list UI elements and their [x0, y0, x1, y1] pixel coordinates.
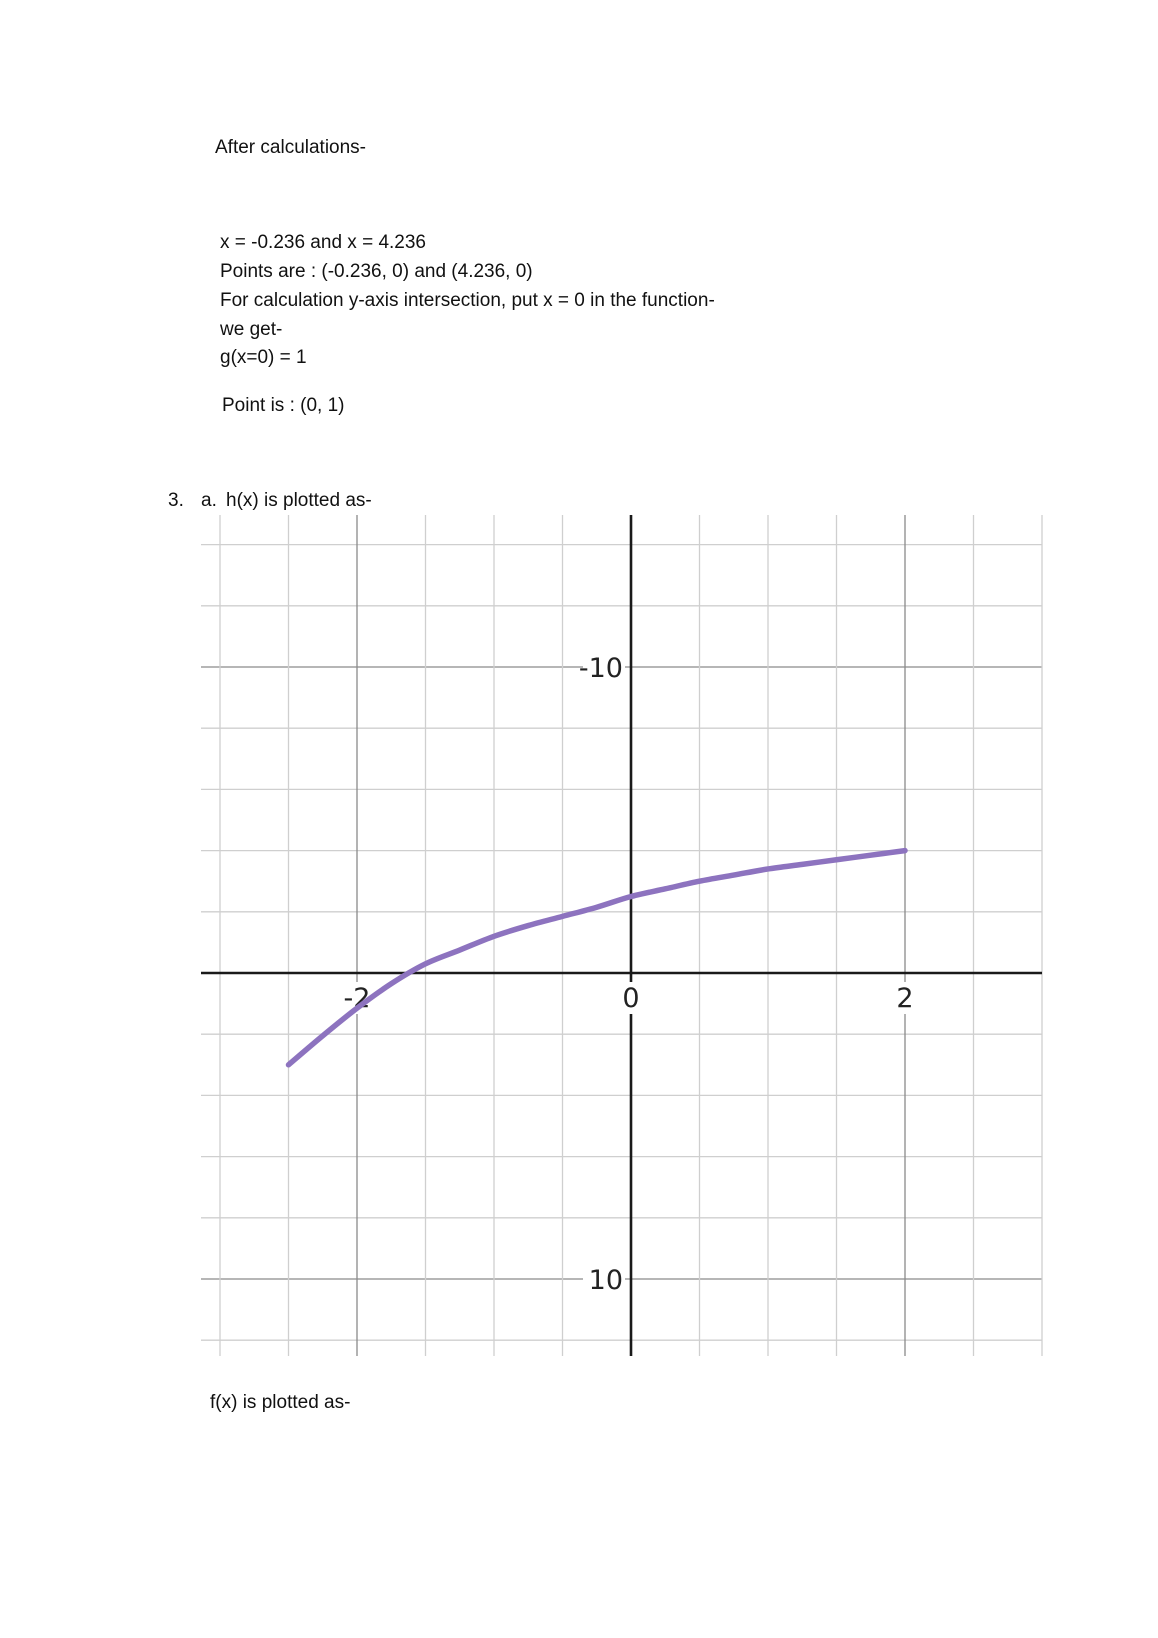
h-plotted-text: h(x) is plotted as- — [226, 490, 372, 511]
y-tick-label: -10 — [578, 653, 623, 684]
h-curve-line — [289, 851, 906, 1065]
list-item-number: 3. — [168, 490, 184, 511]
x-tick-label: 2 — [896, 983, 914, 1014]
we-get-text: we get- — [220, 319, 283, 340]
after-calculations-text: After calculations- — [215, 137, 367, 158]
roots-text: x = -0.236 and x = 4.236 — [220, 232, 426, 253]
point-is-text: Point is : (0, 1) — [222, 395, 345, 416]
f-plotted-text: f(x) is plotted as- — [210, 1392, 351, 1413]
list-item-letter: a. — [201, 490, 217, 511]
points-text: Points are : (-0.236, 0) and (4.236, 0) — [220, 261, 533, 282]
y-tick-label: 10 — [588, 1265, 623, 1296]
y-intersection-text: For calculation y-axis intersection, put x = 0 in the function- — [220, 290, 715, 311]
g-value-text: g(x=0) = 1 — [220, 347, 307, 368]
x-tick-label: -2 — [343, 983, 371, 1014]
x-tick-label: 0 — [622, 983, 640, 1014]
